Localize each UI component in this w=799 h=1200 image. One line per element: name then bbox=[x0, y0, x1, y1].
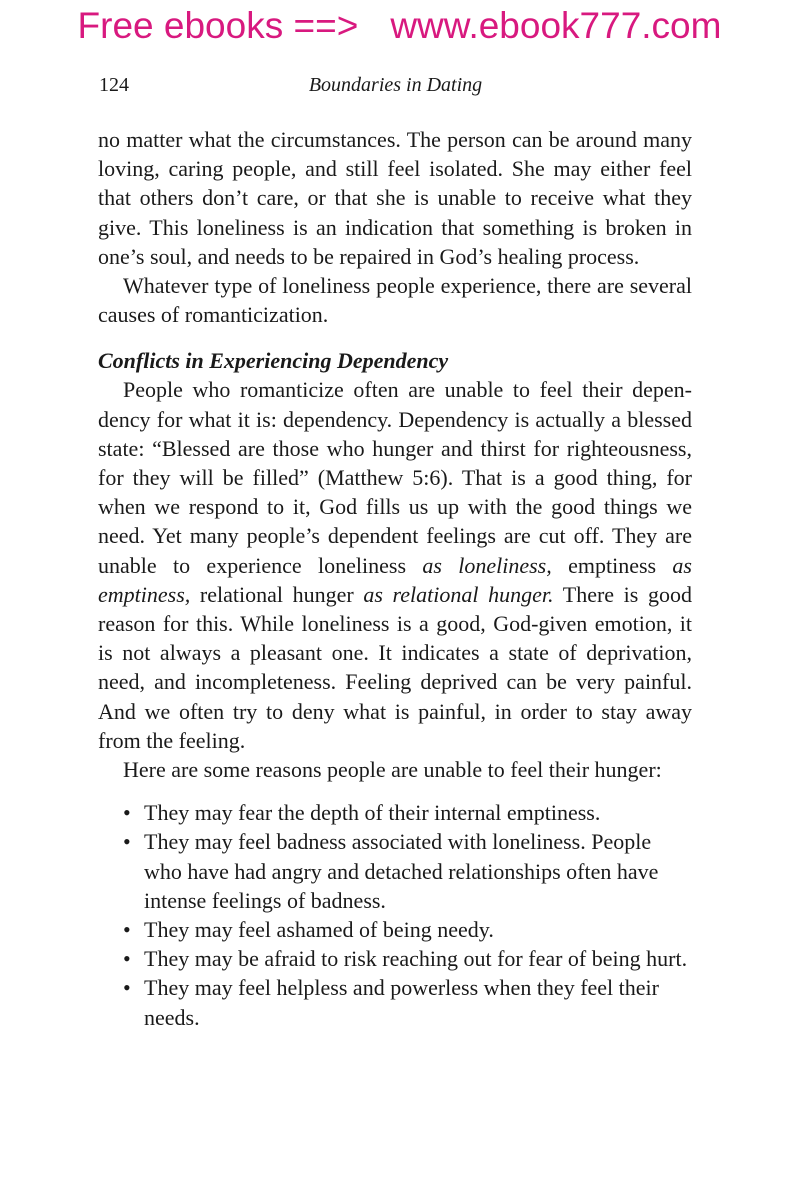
bullet-icon: • bbox=[123, 975, 131, 1001]
bullet-icon: • bbox=[123, 800, 131, 826]
page-number: 124 bbox=[99, 74, 129, 96]
emphasis-relational-hunger: as relational hunger. bbox=[363, 581, 554, 607]
list-item: • They may be afraid to risk reaching out for fear of being hurt. bbox=[98, 944, 692, 973]
running-head bbox=[99, 72, 692, 98]
banner-left-text: Free ebooks ==> bbox=[77, 5, 359, 46]
page-body bbox=[98, 125, 692, 1032]
list-item: • They may feel ashamed of being needy. bbox=[98, 915, 692, 944]
list-item: • They may fear the depth of their internal emptiness. bbox=[98, 798, 692, 827]
book-title: Boundaries in Dating bbox=[308, 74, 483, 96]
emphasis-emptiness: as emptiness, bbox=[98, 552, 692, 607]
paragraph-continued: no matter what the circumstances. The person can be around many loving, caring people, and still feel isolated. She may either feel that others don’t care, or that she is unable to receive what they give. This loneliness is an indication that something is broken in one’s soul, and needs to be repaired in God’s healing process. bbox=[98, 127, 692, 269]
ebook-site-banner[interactable] bbox=[0, 4, 799, 48]
list-item: • They may feel helpless and powerless when they feel their needs. bbox=[123, 975, 659, 1030]
reasons-list bbox=[98, 798, 692, 1032]
list-item: • They may feel badness associated with loneliness. People who have had angry and detached relationships often have intense feelings of badness. bbox=[123, 829, 659, 913]
paragraph-reasons-intro: Here are some reasons people are unable to feel their hunger: bbox=[123, 757, 662, 783]
paragraph-dependency: People who romanticize often are unable to feel their dependency for what it is: dependency. Dependency is actually a blessed state: “Blessed are those who hunger and thirst for righteousness, for they will be filled” (Matthew 5:6). That is a good thing, for when we respond to it, God fills us up with the good things we need. Yet many people’s dependent feelings are cut off. They are unable to experience loneliness as loneliness, emptiness as emptiness, relational hunger as relational hunger. There is good reason for this. While loneliness is a good, God-given emotion, it is not always a pleasant one. It indicates a state of deprivation, need, and incompleteness. Feeling deprived can be very painful. And we often try to deny what is painful, in order to stay away from the feeling. bbox=[98, 377, 692, 753]
paragraph-romanticization-causes: Whatever type of loneliness people experience, there are several causes of romanticization. bbox=[98, 273, 692, 328]
bullet-icon: • bbox=[123, 946, 131, 972]
banner-site-url[interactable]: www.ebook777.com bbox=[390, 5, 722, 46]
emphasis-loneliness: as loneliness, bbox=[422, 552, 552, 578]
bullet-icon: • bbox=[123, 829, 131, 855]
bullet-icon: • bbox=[123, 917, 131, 943]
section-heading: Conflicts in Experiencing Dependency bbox=[98, 348, 449, 374]
